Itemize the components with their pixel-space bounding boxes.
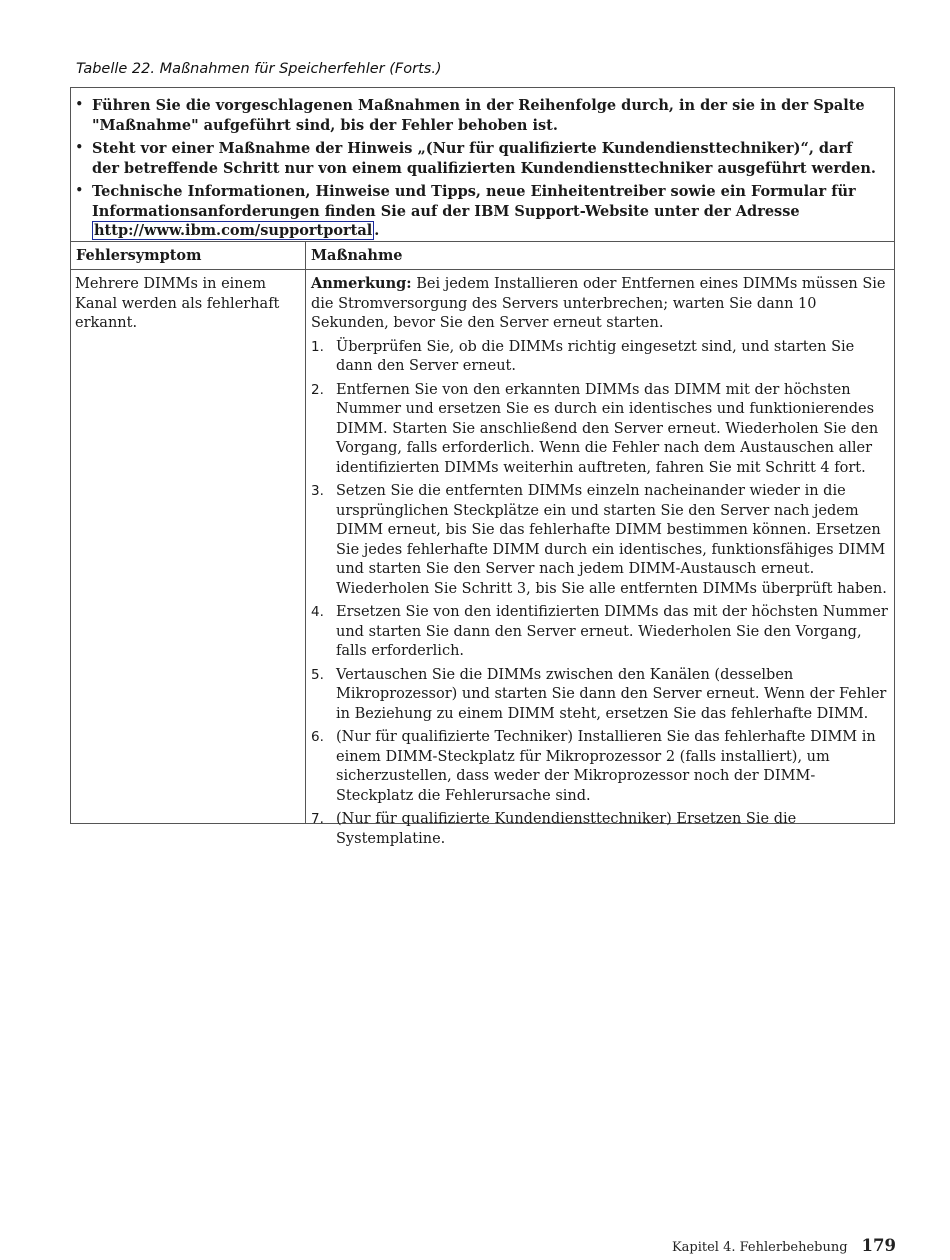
note-item — [91, 96, 880, 135]
chapter-title: Kapitel 4. Fehlerbehebung — [671, 1240, 848, 1255]
step-text: Vertauschen Sie die DIMMs zwischen den Kanälen (desselben Mikroprozessor) und starten Sie dann den Server erneut. Wenn der Fehler in Beziehung zu einem DIMM steht, ersetzen Sie das fehlerhafte DIMM. — [336, 666, 887, 722]
note-body: Bei jedem Installieren oder Entfernen eines DIMMs müssen Sie die Stromversorgung des Servers unterbrechen; warten Sie dann 10 Sekunden, bevor Sie den Server erneut starten. — [311, 276, 886, 331]
step-item — [311, 666, 891, 725]
step-number: 4. — [311, 604, 324, 620]
page-footer — [672, 1236, 896, 1255]
step-number: 2. — [311, 381, 324, 398]
step-text: (Nur für qualifizierte Kundendiensttechniker) Ersetzen Sie die Systemplatine. — [336, 811, 797, 847]
step-number: 1. — [311, 338, 324, 355]
step-text: (Nur für qualifizierte Techniker) Installieren Sie das fehlerhafte DIMM in einem DIMM-Steckplatz für Mikroprozessor 2 (falls installiert), um sicherzustellen, dass weder der Mikroprozessor noch der DIMM-Steckplatz die Fehlerursache sind. — [336, 729, 876, 804]
step-number: 7. — [311, 811, 324, 827]
note-label: Anmerkung: — [311, 275, 412, 292]
memory-error-table — [70, 87, 895, 847]
step-item — [311, 810, 891, 849]
step-text: Ersetzen Sie von den identifizierten DIMMs das mit der höchsten Nummer und starten Sie dann den Server erneut. Wiederholen Sie den Vorgang, falls erforderlich. — [336, 604, 888, 659]
note-item — [91, 182, 880, 241]
step-item — [311, 728, 891, 806]
step-text: Überprüfen Sie, ob die DIMMs richtig eingesetzt sind, und starten Sie dann den Server erneut. — [336, 338, 855, 374]
table-header-row — [71, 242, 894, 270]
step-text: Setzen Sie die entfernten DIMMs einzeln nacheinander wieder in die ursprünglichen Steckplätze ein und starten Sie den Server nach jedem DIMM erneut, bis Sie das fehlerhafte DIMM bestimmen können. Ersetzen Sie jedes fehlerhafte DIMM durch ein identisches, funktionsfähiges DIMM und starten Sie den Server nach jedem DIMM-Austausch erneut. Wiederholen Sie Schritt 3, bis Sie alle entfernten DIMMs überprüft haben. — [336, 483, 887, 597]
header-action: Maßnahme — [311, 247, 403, 264]
note-text: Führen Sie die vorgeschlagenen Maßnahmen in der Reihenfolge durch, in der sie in der Spalte "Maßnahme" aufgeführt sind, bis der Fehler behoben ist. — [92, 97, 865, 134]
note-text-end: . — [374, 222, 380, 239]
table-notes — [71, 88, 894, 242]
step-item — [311, 603, 891, 662]
table-caption: Tabelle 22. Maßnahmen für Speicherfehler (Forts.) — [76, 61, 442, 77]
column-divider — [305, 242, 306, 824]
step-item — [311, 338, 891, 377]
header-symptom: Fehlersymptom — [76, 247, 202, 264]
steps-list — [311, 338, 891, 850]
note-item — [91, 139, 880, 178]
action-cell — [311, 274, 891, 853]
step-text: Entfernen Sie von den erkannten DIMMs das DIMM mit der höchsten Nummer und ersetzen Sie es durch ein identisches und funktionierendes DIMM. Starten Sie anschließend den Server erneut. Wiederholen Sie den Vorgang, falls erforderlich. Wenn die Fehler nach dem Austauschen aller identifizierten DIMMs weiterhin auftreten, fahren Sie mit Schritt 4 fort. — [336, 381, 879, 476]
note-text: Steht vor einer Maßnahme der Hinweis „(Nur für qualifizierte Kundendiensttechniker)“, darf der betreffende Schritt nur von einem qualifizierten Kundendiensttechniker ausgeführt werden. — [92, 140, 876, 177]
note-text: Technische Informationen, Hinweise und Tipps, neue Einheitentreiber sowie ein Formular für Informationsanforderungen finden Sie auf der IBM Support-Website unter der Adresse — [92, 183, 856, 220]
symptom-cell: Mehrere DIMMs in einem Kanal werden als fehlerhaft erkannt. — [75, 276, 280, 331]
step-number: 5. — [311, 666, 324, 683]
step-item — [311, 482, 891, 599]
step-item — [311, 381, 891, 479]
support-portal-link[interactable]: http://www.ibm.com/supportportal — [94, 222, 373, 239]
page-number: 179 — [861, 1236, 896, 1255]
action-note — [311, 274, 891, 334]
step-number: 6. — [311, 729, 324, 745]
step-number: 3. — [311, 483, 324, 499]
